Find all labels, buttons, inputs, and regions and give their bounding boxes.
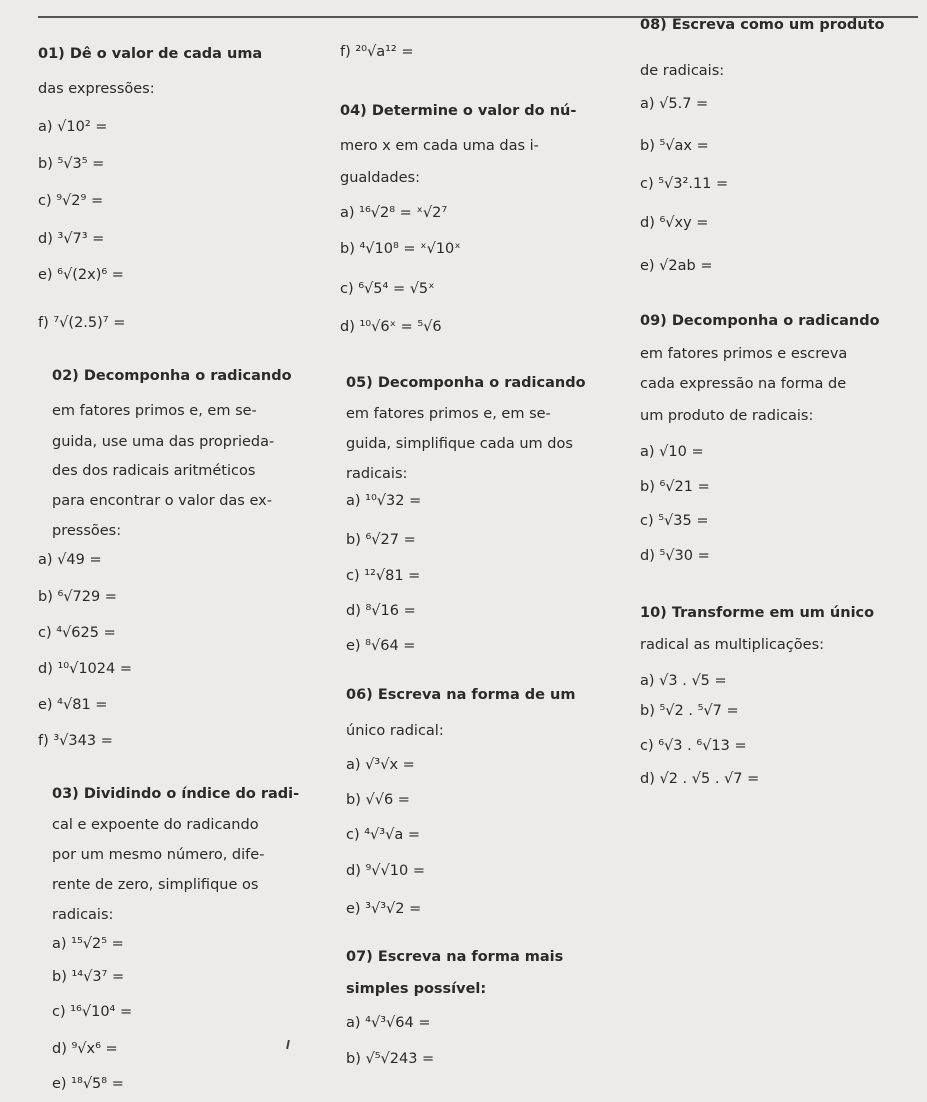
text-line: gualdades: xyxy=(340,170,420,186)
text-line: d) ¹⁰√1024 = xyxy=(38,661,132,677)
text-line: 02) Decomponha o radicando xyxy=(52,368,292,384)
text-line: b) ⁶√27 = xyxy=(346,532,416,548)
pen-mark xyxy=(286,1040,290,1049)
text-line: c) ⁶√5⁴ = √5ˣ xyxy=(340,281,435,297)
text-line: d) ⁹√x⁶ = xyxy=(52,1041,118,1057)
text-line: das expressões: xyxy=(38,81,155,97)
text-line: b) ⁵√3⁵ = xyxy=(38,156,105,172)
text-line: em fatores primos e, em se- xyxy=(346,406,551,422)
text-line: f) ³√343 = xyxy=(38,733,113,749)
text-line: a) ¹⁵√2⁵ = xyxy=(52,936,124,952)
text-line: radicais: xyxy=(346,466,408,482)
text-line: d) ³√7³ = xyxy=(38,231,105,247)
text-line: 06) Escreva na forma de um xyxy=(346,687,576,703)
text-line: d) ⁹√√10 = xyxy=(346,863,425,879)
text-line: 09) Decomponha o radicando xyxy=(640,313,880,329)
text-line: c) ⁴√625 = xyxy=(38,625,116,641)
text-line: a) √49 = xyxy=(38,552,102,568)
text-line: a) ¹⁶√2⁸ = ˣ√2⁷ xyxy=(340,205,448,221)
text-line: 07) Escreva na forma mais xyxy=(346,949,564,965)
text-line: simples possível: xyxy=(346,981,487,997)
text-line: b) √√6 = xyxy=(346,792,410,808)
text-line: 08) Escreva como um produto xyxy=(640,17,885,33)
text-line: de radicais: xyxy=(640,63,725,79)
text-line: e) ³√³√2 = xyxy=(346,901,422,917)
text-line: e) ⁶√(2x)⁶ = xyxy=(38,267,124,283)
text-line: rente de zero, simplifique os xyxy=(52,877,259,893)
text-line: a) √3 . √5 = xyxy=(640,673,727,689)
text-line: b) ⁶√21 = xyxy=(640,479,710,495)
text-line: por um mesmo número, dife- xyxy=(52,847,265,863)
text-line: um produto de radicais: xyxy=(640,408,814,424)
text-line: 05) Decomponha o radicando xyxy=(346,375,586,391)
text-line: e) ¹⁸√5⁸ = xyxy=(52,1076,124,1092)
text-line: b) ¹⁴√3⁷ = xyxy=(52,969,125,985)
text-line: c) ⁴√³√a = xyxy=(346,827,420,843)
text-line: cada expressão na forma de xyxy=(640,376,847,392)
text-line: c) ⁵√35 = xyxy=(640,513,709,529)
text-line: em fatores primos e escreva xyxy=(640,346,848,362)
text-line: d) ⁸√16 = xyxy=(346,603,416,619)
text-line: cal e expoente do radicando xyxy=(52,817,259,833)
text-line: c) ⁹√2⁹ = xyxy=(38,193,104,209)
text-line: e) √2ab = xyxy=(640,258,713,274)
text-line: radicais: xyxy=(52,907,114,923)
text-line: mero x em cada uma das i- xyxy=(340,138,539,154)
text-line: único radical: xyxy=(346,723,444,739)
text-line: f) ⁷√(2.5)⁷ = xyxy=(38,315,126,331)
text-line: c) ¹²√81 = xyxy=(346,568,421,584)
text-line: e) ⁴√81 = xyxy=(38,697,108,713)
text-line: e) ⁸√64 = xyxy=(346,638,416,654)
text-line: guida, use uma das proprieda- xyxy=(52,434,275,450)
text-line: a) √10² = xyxy=(38,119,108,135)
text-line: 10) Transforme em um único xyxy=(640,605,875,621)
text-line: a) √³√x = xyxy=(346,757,415,773)
text-line: c) ¹⁶√10⁴ = xyxy=(52,1004,133,1020)
text-line: pressões: xyxy=(52,523,122,539)
text-line: para encontrar o valor das ex- xyxy=(52,493,272,509)
text-line: d) ¹⁰√6ˣ = ⁵√6 xyxy=(340,319,442,335)
text-line: radical as multiplicações: xyxy=(640,637,825,653)
text-line: b) ⁴√10⁸ = ˣ√10ˣ xyxy=(340,241,461,257)
text-line: b) √⁵√243 = xyxy=(346,1051,435,1067)
text-line: c) ⁶√3 . ⁶√13 = xyxy=(640,738,747,754)
text-line: a) √5.7 = xyxy=(640,96,709,112)
text-line: f) ²⁰√a¹² = xyxy=(340,44,414,60)
text-line: c) ⁵√3².11 = xyxy=(640,176,729,192)
text-line: b) ⁶√729 = xyxy=(38,589,117,605)
text-line: a) √10 = xyxy=(640,444,704,460)
text-line: a) ⁴√³√64 = xyxy=(346,1015,431,1031)
text-line: b) ⁵√ax = xyxy=(640,138,709,154)
text-line: guida, simplifique cada um dos xyxy=(346,436,573,452)
text-line: b) ⁵√2 . ⁵√7 = xyxy=(640,703,739,719)
text-line: em fatores primos e, em se- xyxy=(52,403,257,419)
text-line: d) √2 . √5 . √7 = xyxy=(640,771,760,787)
text-line: 04) Determine o valor do nú- xyxy=(340,103,577,119)
text-line: 01) Dê o valor de cada uma xyxy=(38,46,263,62)
text-line: 03) Dividindo o índice do radi- xyxy=(52,786,300,802)
text-line: des dos radicais aritméticos xyxy=(52,463,256,479)
text-line: d) ⁶√xy = xyxy=(640,215,709,231)
text-line: a) ¹⁰√32 = xyxy=(346,493,422,509)
text-line: d) ⁵√30 = xyxy=(640,548,710,564)
